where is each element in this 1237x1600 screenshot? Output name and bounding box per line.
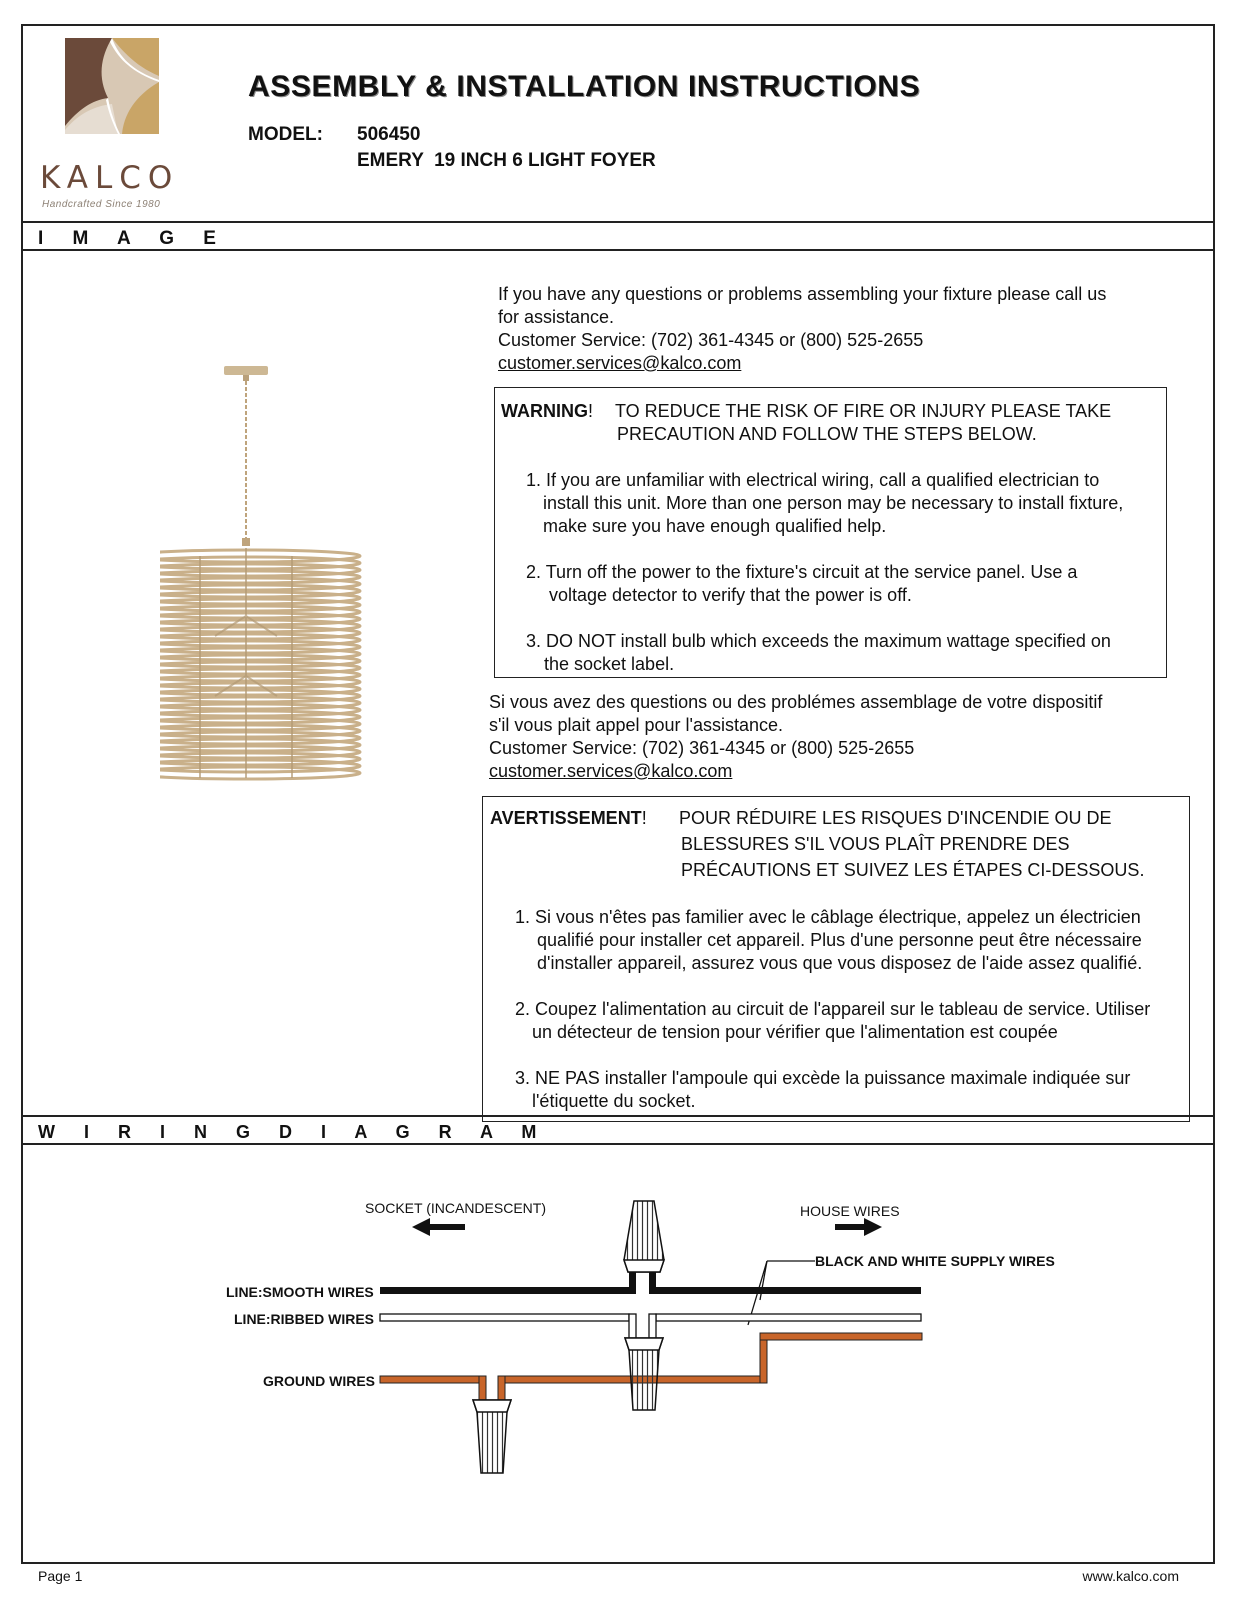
fr-warning-label: AVERTISSEMENT [490, 808, 642, 828]
fr-warning-line-3: PRÉCAUTIONS ET SUIVEZ LES ÉTAPES CI-DESSOUS. [681, 860, 1145, 880]
email-link[interactable]: customer.services@kalco.com [498, 353, 742, 373]
fr-email-link[interactable]: customer.services@kalco.com [489, 761, 733, 781]
divider-wiring-heading [21, 1143, 1215, 1145]
customer-service: Customer Service: (702) 361-4345 or (800) 525-2655 [498, 330, 924, 350]
warning-heading [501, 400, 593, 423]
wiring-diagram [0, 1160, 1237, 1520]
black-wire [380, 1270, 921, 1294]
warning-label: WARNING [501, 401, 588, 421]
wire-nut-ground [473, 1400, 511, 1473]
website: www.kalco.com [1082, 1568, 1179, 1584]
step-1-line-1: 1. If you are unfamiliar with electrical wiring, call a qualified electrician to [526, 470, 1100, 490]
fr-step-3-line-1: 3. NE PAS installer l'ampoule qui excède la puissance maximale indiquée sur [515, 1068, 1131, 1088]
ribbed-wires-label: LINE:RIBBED WIRES [234, 1311, 374, 1327]
supply-wires-label: BLACK AND WHITE SUPPLY WIRES [815, 1253, 1055, 1269]
warning-line-1: TO REDUCE THE RISK OF FIRE OR INJURY PLEASE TAKE [615, 401, 1112, 421]
step-3-line-2: the socket label. [544, 654, 675, 674]
wire-nut-white [625, 1338, 663, 1410]
section-heading-image: I M A G E [38, 228, 228, 249]
fr-step-1-line-3: d'installer appareil, assurez vous que vous disposez de l'aide assez qualifié. [537, 953, 1143, 973]
smooth-wires-label: LINE:SMOOTH WIRES [226, 1284, 374, 1300]
step-1-line-3: make sure you have enough qualified help. [543, 516, 887, 536]
model-label: MODEL: [248, 124, 323, 145]
product-image [160, 366, 400, 806]
warning-box [494, 387, 1167, 678]
fr-intro-line-2: s'il vous plait appel pour l'assistance. [489, 715, 784, 735]
warning-bang: ! [588, 401, 594, 421]
fr-warning-heading [490, 807, 647, 830]
step-3-line-1: 3. DO NOT install bulb which exceeds the maximum wattage specified on [526, 631, 1111, 651]
fr-step-2-line-2: un détecteur de tension pour vérifier que l'alimentation est coupée [532, 1022, 1058, 1042]
brand-tagline: Handcrafted Since 1980 [42, 199, 161, 210]
socket-arrow [412, 1218, 465, 1236]
fr-warning-bang: ! [641, 808, 647, 828]
model-name: EMERY 19 INCH 6 LIGHT FOYER [357, 150, 656, 171]
step-2-line-1: 2. Turn off the power to the fixture's circuit at the service panel. Use a [526, 562, 1078, 582]
socket-label: SOCKET (INCANDESCENT) [365, 1200, 546, 1216]
wire-nut-black [624, 1201, 664, 1272]
section-heading-wiring: W I R I N G D I A G R A M [38, 1122, 549, 1142]
page-number: Page 1 [38, 1568, 83, 1584]
step-2-line-2: voltage detector to verify that the power is off. [549, 585, 912, 605]
intro-line-1: If you have any questions or problems assembling your fixture please call us [498, 284, 1107, 304]
model-number: 506450 [357, 124, 421, 145]
intro-line-2: for assistance. [498, 307, 615, 327]
fr-warning-line-1: POUR RÉDUIRE LES RISQUES D'INCENDIE OU DE [679, 808, 1112, 828]
fr-step-1-line-1: 1. Si vous n'êtes pas familier avec le câblage électrique, appelez un électricien [515, 907, 1141, 927]
fr-step-1-line-2: qualifié pour installer cet appareil. Plus d'une personne peut être nécessaire [537, 930, 1142, 950]
fr-step-2-line-1: 2. Coupez l'alimentation au circuit de l'appareil sur le tableau de service. Utiliser [515, 999, 1151, 1019]
fr-warning-line-2: BLESSURES S'IL VOUS PLAÎT PRENDRE DES [681, 834, 1070, 854]
avertissement-box [482, 796, 1190, 1122]
warning-line-2: PRECAUTION AND FOLLOW THE STEPS BELOW. [617, 424, 1037, 444]
ground-wires-label: GROUND WIRES [263, 1373, 375, 1389]
house-wires-label: HOUSE WIRES [800, 1203, 900, 1219]
fr-intro-line-1: Si vous avez des questions ou des problémes assemblage de votre dispositif [489, 692, 1103, 712]
fr-customer-service: Customer Service: (702) 361-4345 or (800) 525-2655 [489, 738, 915, 758]
divider-header [21, 221, 1215, 223]
brand-name: KALCO [40, 160, 180, 196]
page-title: ASSEMBLY & INSTALLATION INSTRUCTIONS [248, 70, 921, 103]
step-1-line-2: install this unit. More than one person may be necessary to install fixture, [543, 493, 1124, 513]
house-arrow [835, 1218, 882, 1236]
fr-step-3-line-2: l'étiquette du socket. [532, 1091, 696, 1111]
